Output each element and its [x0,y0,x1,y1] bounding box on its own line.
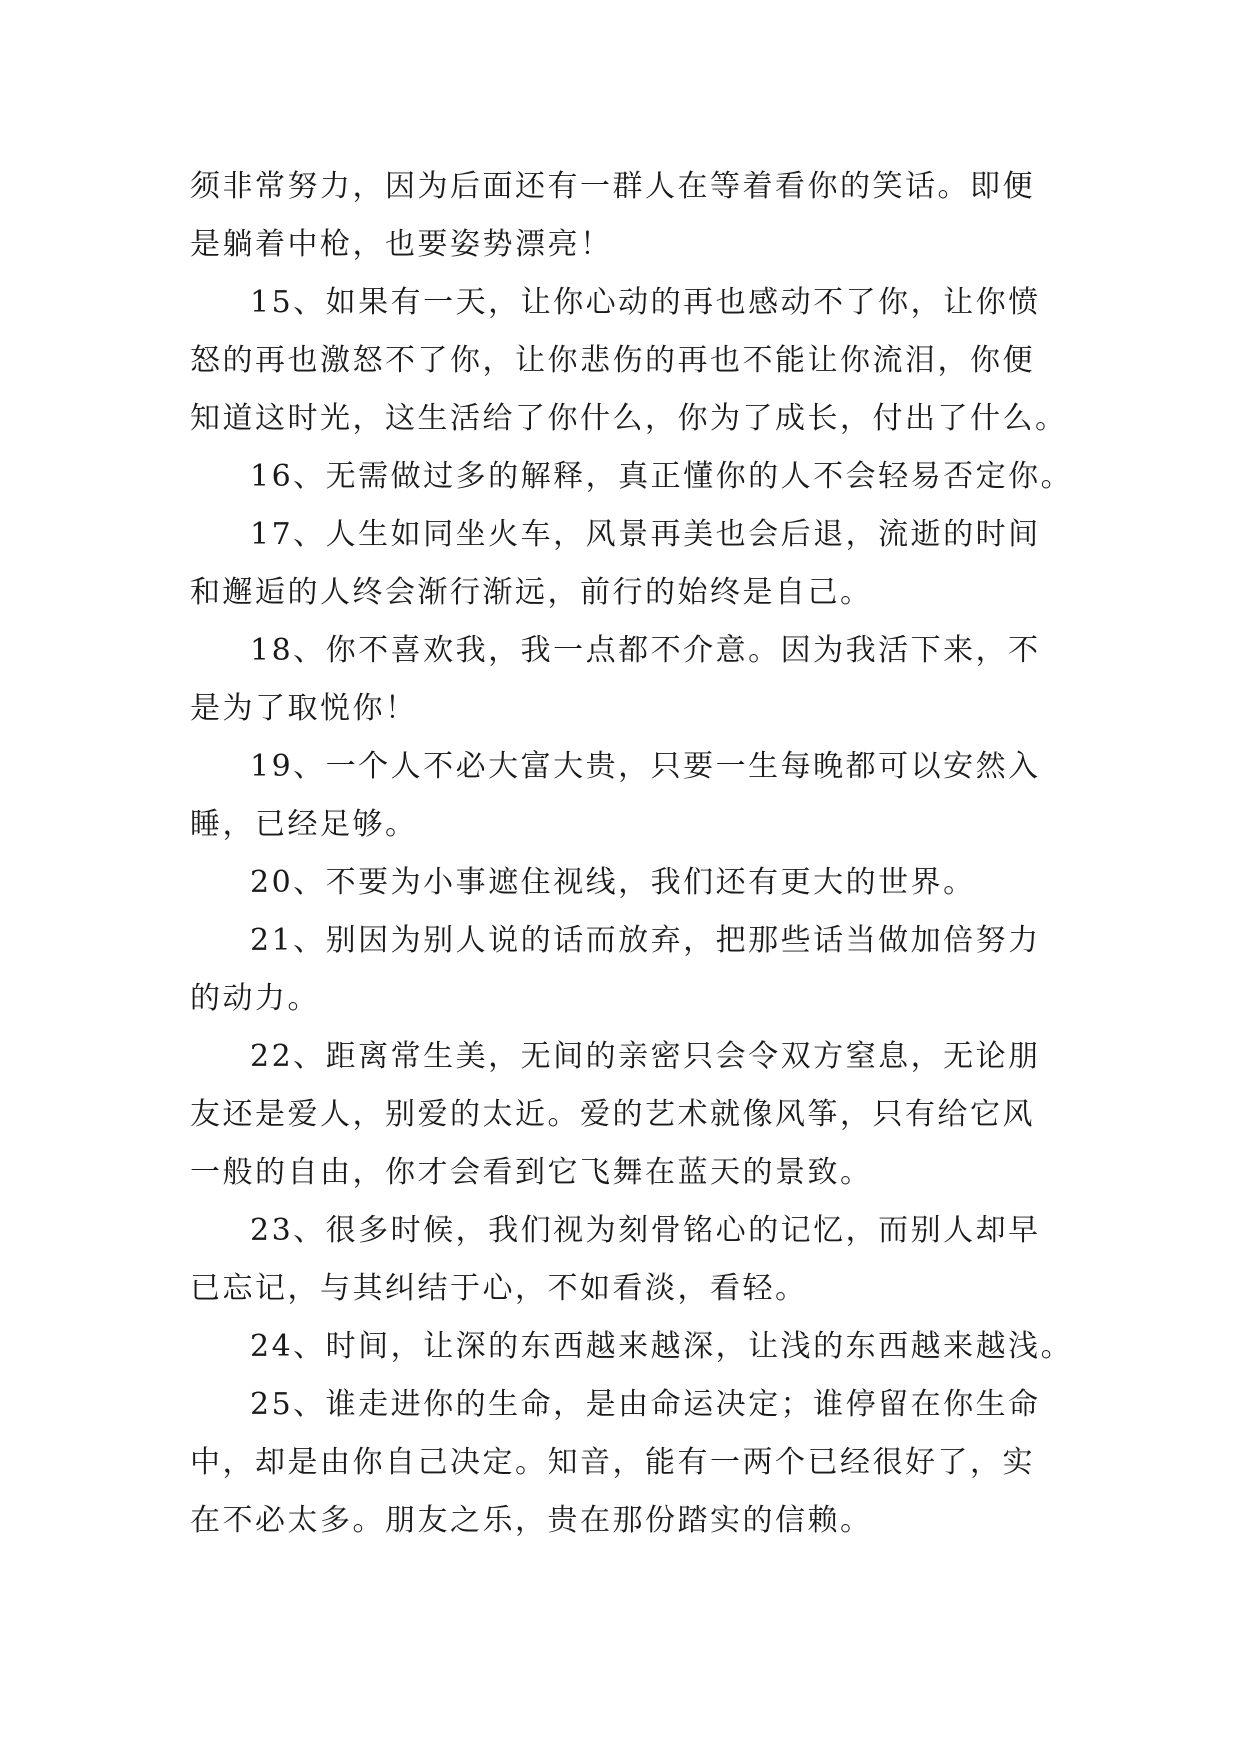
text-line: 知道这时光，这生活给了你什么，你为了成长，付出了什么。 [190,401,1068,436]
text-line: 已忘记，与其纠结于心，不如看淡，看轻。 [190,1271,808,1306]
text-line: 一般的自由，你才会看到它飞舞在蓝天的景致。 [190,1155,873,1190]
text-line: 20、不要为小事遮住视线，我们还有更大的世界。 [250,865,976,900]
text-line: 21、别因为别人说的话而放弃，把那些话当做加倍努力 [250,923,1041,958]
text-line: 22、距离常生美，无间的亲密只会令双方窒息，无论朋 [250,1039,1041,1074]
text-line: 和邂逅的人终会渐行渐远，前行的始终是自己。 [190,575,873,610]
text-line: 25、谁走进你的生命，是由命运决定；谁停留在你生命 [250,1387,1041,1422]
text-line: 16、无需做过多的解释，真正懂你的人不会轻易否定你。 [250,459,1074,494]
text-line: 15、如果有一天，让你心动的再也感动不了你，让你愤 [250,285,1041,320]
text-line: 在不必太多。朋友之乐，贵在那份踏实的信赖。 [190,1503,873,1538]
text-line: 18、你不喜欢我，我一点都不介意。因为我活下来，不 [250,633,1041,668]
text-line: 24、时间，让深的东西越来越深，让浅的东西越来越浅。 [250,1329,1074,1364]
text-line: 的动力。 [190,981,320,1016]
text-line: 是为了取悦你！ [190,691,418,726]
text-line: 23、很多时候，我们视为刻骨铭心的记忆，而别人却早 [250,1213,1041,1248]
text-line: 中，却是由你自己决定。知音，能有一两个已经很好了，实 [190,1445,1035,1480]
document-body [190,158,1074,1550]
text-line: 怒的再也激怒不了你，让你悲伤的再也不能让你流泪，你便 [190,343,1035,378]
text-line: 友还是爱人，别爱的太近。爱的艺术就像风筝，只有给它风 [190,1097,1035,1132]
text-line: 睡，已经足够。 [190,807,418,842]
text-line: 须非常努力，因为后面还有一群人在等着看你的笑话。即便 [190,169,1035,204]
text-line: 19、一个人不必大富大贵，只要一生每晚都可以安然入 [250,749,1041,784]
text-line: 17、人生如同坐火车，风景再美也会后退，流逝的时间 [250,517,1041,552]
text-line: 是躺着中枪，也要姿势漂亮！ [190,227,613,262]
